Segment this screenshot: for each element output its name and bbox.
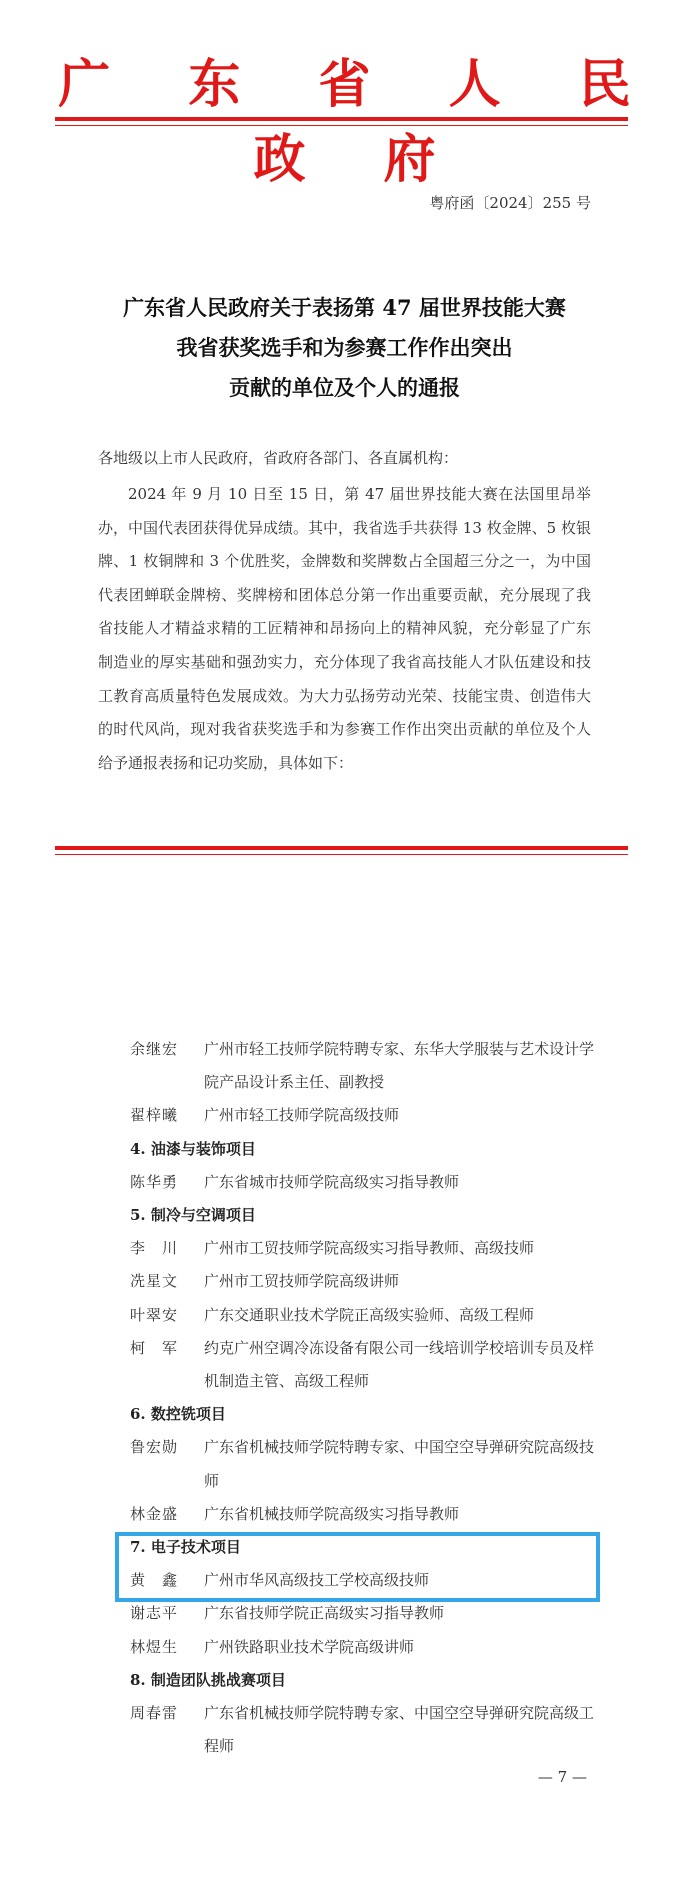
list-item — [130, 1232, 600, 1265]
person-title: 约克广州空调冷冻设备有限公司一线培训学校培训专员及样机制造主管、高级工程师 — [204, 1338, 595, 1391]
person-name: 冼星文 — [130, 1272, 179, 1291]
person-name: 叶翠安 — [130, 1305, 179, 1324]
notice-title — [0, 288, 689, 408]
list-item — [130, 1498, 600, 1531]
list-item — [130, 1597, 600, 1630]
notice-title-line: 贡献的单位及个人的通报 — [229, 375, 460, 400]
person-name: 林煜生 — [130, 1637, 179, 1656]
person-title: 广州市工贸技师学院高级讲师 — [204, 1272, 400, 1291]
list-item — [130, 1431, 600, 1497]
person-name: 林金盛 — [130, 1504, 179, 1523]
list-item — [130, 1697, 600, 1763]
person-name: 周春雷 — [130, 1704, 179, 1723]
project-section-heading: 5. 制冷与空调项目 — [130, 1206, 256, 1225]
person-title: 广东省城市技师学院高级实习指导教师 — [204, 1172, 460, 1191]
notice-title-line: 广东省人民政府关于表扬第 47 届世界技能大赛 — [123, 295, 566, 320]
salutation: 各地级以上市人民政府，省政府各部门、各直属机构： — [98, 449, 459, 467]
notice-title-line: 我省获奖选手和为参赛工作作出突出 — [176, 335, 513, 360]
government-masthead: 广 东 省 人 民 政 府 — [58, 54, 661, 190]
list-item — [130, 1332, 600, 1398]
masthead-red-rule — [55, 117, 628, 126]
list-item — [130, 1033, 600, 1099]
highlight-box — [115, 1532, 600, 1602]
person-title: 广州铁路职业技术学院高级讲师 — [204, 1637, 415, 1656]
person-title: 广州市工贸技师学院高级实习指导教师、高级技师 — [204, 1239, 535, 1258]
notice-body: 2024 年 9 月 10 日至 15 日，第 47 届世界技能大赛在法国里昂举办，中国代表团获得优异成绩。其中，我省选手共获得 13 枚金牌、5 枚银牌、1 枚铜牌和 3 个优胜奖，金牌数和奖牌数占全国超三分之一，为中国代表团蝉联金牌榜、奖牌榜和团体总分第一作出重要贡献，充分展现了我省技能人才精益求精的工匠精神和昂扬向上的精神风貌，充分彰显了广东制造业的厚实基础和强劲实力，充分体现了我省高技能人才队伍建设和技工教育高质量特色发展成效。为大力弘扬劳动光荣、技能宝贵、创造伟大的时代风尚，现对我省获奖选手和为参赛工作作出突出贡献的单位及个人给予通报表扬和记功奖励，具体如下： — [98, 485, 591, 772]
person-name: 李 川 — [130, 1239, 179, 1258]
project-section-heading: 8. 制造团队挑战赛项目 — [130, 1670, 286, 1689]
person-title: 广州市华风高级技工学校高级技师 — [204, 1571, 430, 1590]
person-name: 谢志平 — [130, 1604, 179, 1623]
section-divider-rule — [55, 846, 628, 855]
list-item — [130, 1265, 600, 1298]
person-name: 陈华勇 — [130, 1172, 179, 1191]
project-section-heading: 7. 电子技术项目 — [130, 1538, 241, 1557]
list-item — [130, 1099, 600, 1132]
person-title: 广东省技师学院正高级实习指导教师 — [204, 1604, 445, 1623]
person-title: 广州市轻工技师学院特聘专家、东华大学服装与艺术设计学院产品设计系主任、副教授 — [204, 1040, 595, 1092]
person-title: 广东省机械技师学院特聘专家、中国空空导弹研究院高级技师 — [204, 1438, 595, 1490]
list-item — [130, 1631, 600, 1664]
person-title: 广州市轻工技师学院高级技师 — [204, 1106, 400, 1125]
person-name: 鲁宏勋 — [130, 1438, 179, 1457]
person-title: 广东省机械技师学院高级实习指导教师 — [204, 1504, 460, 1523]
person-name: 柯 军 — [130, 1338, 179, 1357]
project-section-heading: 6. 数控铣项目 — [130, 1405, 226, 1424]
person-title: 广东省机械技师学院特聘专家、中国空空导弹研究院高级工程师 — [204, 1704, 595, 1756]
commendation-list — [130, 1033, 600, 1763]
person-name: 余继宏 — [130, 1040, 179, 1058]
page-number: — 7 — — [537, 1768, 587, 1786]
document-number: 粤府函〔2024〕255 号 — [429, 194, 591, 212]
person-title: 广东交通职业技术学院正高级实验师、高级工程师 — [204, 1305, 535, 1324]
person-name: 黄 鑫 — [130, 1571, 179, 1590]
project-section-heading: 4. 油漆与装饰项目 — [130, 1139, 256, 1158]
list-item — [130, 1166, 600, 1199]
person-name: 翟梓曦 — [130, 1106, 179, 1125]
list-item — [130, 1299, 600, 1332]
